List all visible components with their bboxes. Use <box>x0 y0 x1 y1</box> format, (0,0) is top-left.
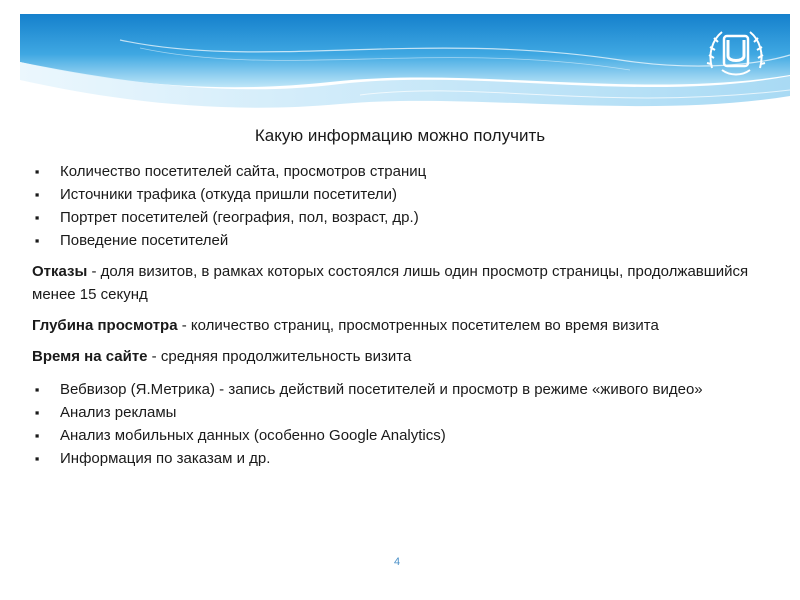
definition-time-on-site <box>32 345 777 368</box>
slide-title: Какую информацию можно получить <box>254 126 546 145</box>
list-item: ▪ Информация по заказам и др. <box>32 447 777 470</box>
page-number: 4 <box>394 556 401 568</box>
bullet-list-bottom <box>32 378 777 470</box>
bullet-icon: ▪ <box>34 405 40 420</box>
wave-banner-graphic <box>0 0 800 125</box>
list-item: ▪ Поведение посетителей <box>32 229 777 252</box>
header-banner <box>0 0 800 125</box>
definition-text: - средняя продолжительность визита <box>147 348 412 365</box>
bullet-icon: ▪ <box>34 382 40 397</box>
bullet-list-top <box>32 160 777 252</box>
list-item: ▪ Вебвизор (Я.Метрика) - запись действий посетителей и просмотр в режиме «живого видео» <box>32 378 777 401</box>
university-crest-icon <box>706 24 766 80</box>
bullet-icon: ▪ <box>34 210 40 225</box>
bullet-icon: ▪ <box>34 187 40 202</box>
definition-term: Время на сайте <box>32 348 148 365</box>
bullet-icon: ▪ <box>34 428 40 443</box>
bullet-icon: ▪ <box>34 164 40 179</box>
definition-page-depth <box>32 314 777 337</box>
definition-term: Отказы <box>32 263 88 280</box>
bullet-icon: ▪ <box>34 451 40 466</box>
list-item: ▪ Анализ мобильных данных (особенно Google Analytics) <box>32 424 777 447</box>
definition-text: - количество страниц, просмотренных посетителем во время визита <box>177 317 659 334</box>
slide-content <box>32 160 777 470</box>
list-item: ▪ Анализ рекламы <box>32 401 777 424</box>
list-item: ▪ Портрет посетителей (география, пол, возраст, др.) <box>32 206 777 229</box>
definition-term: Глубина просмотра <box>32 317 178 334</box>
list-item: ▪ Источники трафика (откуда пришли посетители) <box>32 183 777 206</box>
definition-bounce-rate <box>32 260 777 306</box>
bullet-icon: ▪ <box>34 233 40 248</box>
definition-text: - доля визитов, в рамках которых состоялся лишь один просмотр страницы, продолжавшийся менее 15 секунд <box>32 263 749 303</box>
list-item: ▪ Количество посетителей сайта, просмотров страниц <box>32 160 777 183</box>
